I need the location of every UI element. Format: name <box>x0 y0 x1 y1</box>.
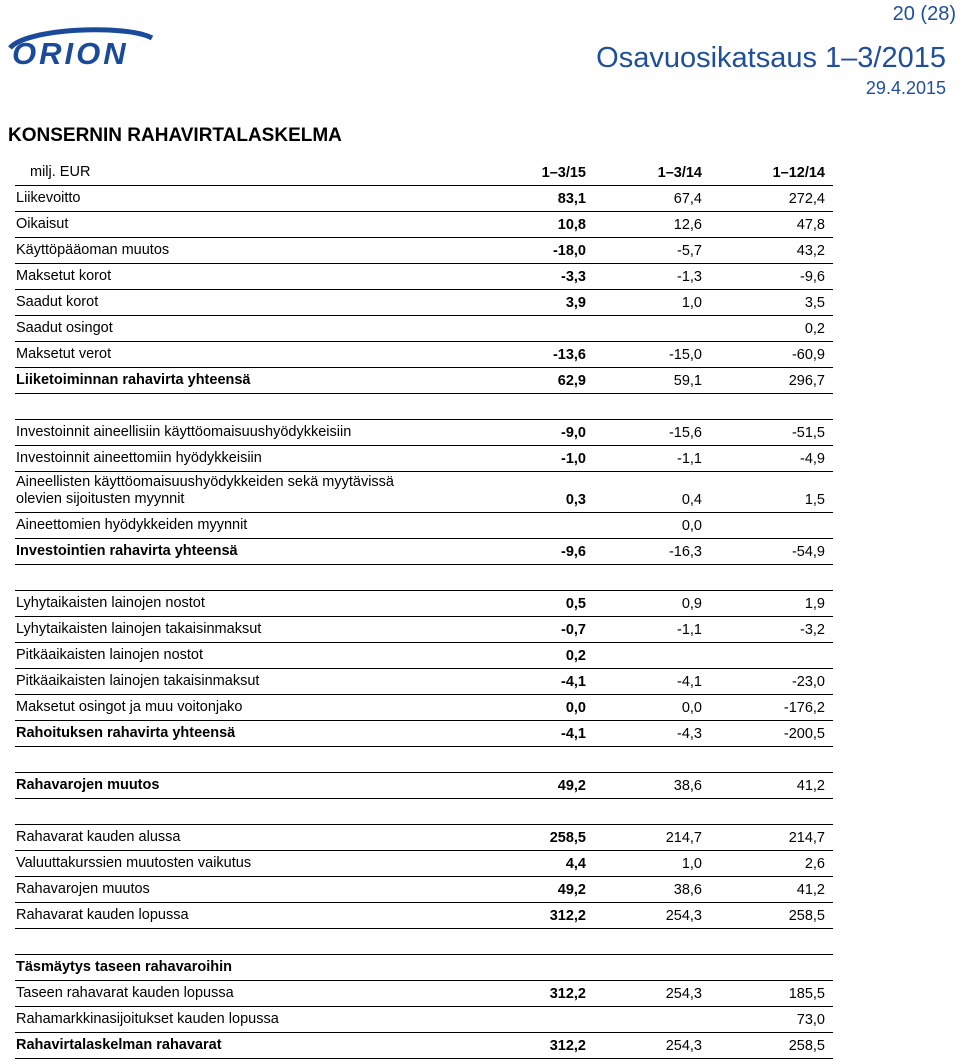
row-value-col-1: 10,8 <box>557 217 586 233</box>
table-row <box>15 721 833 747</box>
row-value-col-1: -4,1 <box>561 726 586 742</box>
row-value-col-2: -1,1 <box>677 622 702 638</box>
document-title: Osavuosikatsaus 1–3/2015 <box>596 42 946 74</box>
row-value-col-3: 214,7 <box>788 830 825 846</box>
row-value-col-1: 4,4 <box>565 856 586 872</box>
row-value-col-2: 1,0 <box>681 856 702 872</box>
row-value-col-2: -15,6 <box>668 425 702 441</box>
row-label: Valuuttakurssien muutosten vaikutus <box>16 855 252 871</box>
table-row <box>15 238 833 264</box>
row-value-col-3: 73,0 <box>796 1012 825 1028</box>
table-row <box>15 472 833 513</box>
row-value-col-3: 0,2 <box>804 321 825 337</box>
table-row <box>15 695 833 721</box>
row-value-col-3: -51,5 <box>791 425 825 441</box>
row-label: Rahavirtalaskelman rahavarat <box>16 1037 222 1053</box>
row-label: Käyttöpääoman muutos <box>16 242 170 258</box>
row-value-col-3: 185,5 <box>788 986 825 1002</box>
table-row <box>15 212 833 238</box>
row-value-col-3: -176,2 <box>783 700 825 716</box>
row-label: Maksetut osingot ja muu voitonjako <box>16 699 243 715</box>
row-value-col-2: 0,0 <box>681 518 702 534</box>
row-label: Rahamarkkinasijoitukset kauden lopussa <box>16 1011 279 1027</box>
row-label: Aineettomien hyödykkeiden myynnit <box>16 517 248 533</box>
row-label: Aineellisten käyttöomaisuushyödykkeiden sekä myytävissä olevien sijoitusten myynnit <box>16 474 394 507</box>
row-value-col-3: 258,5 <box>788 1038 825 1054</box>
row-value-col-1: -1,0 <box>561 451 586 467</box>
row-label: Saadut korot <box>16 294 99 310</box>
table-row <box>15 591 833 617</box>
row-label: Rahavarojen muutos <box>16 777 160 793</box>
row-value-col-1: 0,5 <box>565 596 586 612</box>
row-label: Investointien rahavirta yhteensä <box>16 543 238 559</box>
table-row <box>15 539 833 565</box>
row-label: Saadut osingot <box>16 320 113 336</box>
row-label: Täsmäytys taseen rahavaroihin <box>16 959 232 975</box>
table-row <box>15 773 833 799</box>
row-value-col-2: 254,3 <box>665 986 702 1002</box>
row-value-col-1: 83,1 <box>557 191 586 207</box>
table-row <box>15 643 833 669</box>
row-value-col-1: 0,2 <box>565 648 586 664</box>
row-value-col-2: 1,0 <box>681 295 702 311</box>
row-value-col-1: -13,6 <box>552 347 586 363</box>
row-value-col-1: -3,3 <box>561 269 586 285</box>
row-value-col-2: 254,3 <box>665 1038 702 1054</box>
section-heading: KONSERNIN RAHAVIRTALASKELMA <box>8 125 342 146</box>
table-row <box>15 264 833 290</box>
row-value-col-2: 0,4 <box>681 492 702 508</box>
table-row <box>15 825 833 851</box>
table-row <box>15 565 833 591</box>
logo-wordmark: ORION <box>12 36 129 71</box>
header-col-3: 1–12/14 <box>772 165 825 181</box>
table-row <box>15 851 833 877</box>
table-row <box>15 342 833 368</box>
row-value-col-2: 0,0 <box>681 700 702 716</box>
page-number: 20 (28) <box>892 3 956 25</box>
row-value-col-3: -23,0 <box>791 674 825 690</box>
table-row <box>15 368 833 394</box>
row-label: Liikevoitto <box>16 190 81 206</box>
cash-flow-table <box>15 160 833 1059</box>
row-value-col-1: 49,2 <box>557 882 586 898</box>
row-value-col-3: 41,2 <box>796 882 825 898</box>
row-value-col-2: -5,7 <box>677 243 702 259</box>
table-row <box>15 929 833 955</box>
row-value-col-1: -9,6 <box>561 544 586 560</box>
row-label: Maksetut verot <box>16 346 112 362</box>
row-value-col-2: 214,7 <box>665 830 702 846</box>
table-row <box>15 513 833 539</box>
header-col-2: 1–3/14 <box>657 165 702 181</box>
table-row <box>15 394 833 420</box>
row-label: Pitkäaikaisten lainojen nostot <box>16 647 204 663</box>
table-row <box>15 981 833 1007</box>
table-row <box>15 1007 833 1033</box>
row-label: Taseen rahavarat kauden lopussa <box>16 985 234 1001</box>
table-header-row <box>15 160 833 186</box>
table-row <box>15 316 833 342</box>
row-value-col-2: -16,3 <box>668 544 702 560</box>
table-row <box>15 617 833 643</box>
row-value-col-3: 296,7 <box>788 373 825 389</box>
row-value-col-2: -1,3 <box>677 269 702 285</box>
row-value-col-3: -54,9 <box>791 544 825 560</box>
row-value-col-1: 3,9 <box>565 295 586 311</box>
row-value-col-3: 43,2 <box>796 243 825 259</box>
table-row <box>15 799 833 825</box>
row-value-col-1: 312,2 <box>549 986 586 1002</box>
row-value-col-2: 254,3 <box>665 908 702 924</box>
row-value-col-2: 38,6 <box>673 778 702 794</box>
table-row <box>15 903 833 929</box>
row-label: Pitkäaikaisten lainojen takaisinmaksut <box>16 673 260 689</box>
row-value-col-3: 47,8 <box>796 217 825 233</box>
row-value-col-2: -4,1 <box>677 674 702 690</box>
row-value-col-1: 49,2 <box>557 778 586 794</box>
row-value-col-1: 62,9 <box>557 373 586 389</box>
row-label: Liiketoiminnan rahavirta yhteensä <box>16 372 251 388</box>
table-row <box>15 186 833 212</box>
row-label: Maksetut korot <box>16 268 112 284</box>
row-value-col-1: 0,0 <box>565 700 586 716</box>
table-row <box>15 1033 833 1059</box>
table-row <box>15 290 833 316</box>
row-value-col-3: 1,5 <box>804 492 825 508</box>
row-label: Rahoituksen rahavirta yhteensä <box>16 725 236 741</box>
row-value-col-1: -9,0 <box>561 425 586 441</box>
row-value-col-3: -9,6 <box>800 269 825 285</box>
orion-logo <box>6 26 160 74</box>
row-value-col-1: 0,3 <box>565 492 586 508</box>
table-row <box>15 420 833 446</box>
row-value-col-3: 3,5 <box>804 295 825 311</box>
row-value-col-1: -18,0 <box>552 243 586 259</box>
row-value-col-3: 41,2 <box>796 778 825 794</box>
row-value-col-3: -4,9 <box>800 451 825 467</box>
table-row <box>15 955 833 981</box>
row-value-col-3: -60,9 <box>791 347 825 363</box>
row-value-col-2: -1,1 <box>677 451 702 467</box>
table-row <box>15 877 833 903</box>
row-label: Rahavarojen muutos <box>16 881 150 897</box>
row-label: Oikaisut <box>16 216 69 232</box>
header-col-1: 1–3/15 <box>541 165 586 181</box>
row-label: Lyhytaikaisten lainojen takaisinmaksut <box>16 621 262 637</box>
row-value-col-3: 258,5 <box>788 908 825 924</box>
row-value-col-3: 2,6 <box>804 856 825 872</box>
row-value-col-1: 312,2 <box>549 1038 586 1054</box>
row-value-col-2: -4,3 <box>677 726 702 742</box>
row-label: Investoinnit aineettomiin hyödykkeisiin <box>16 450 262 466</box>
table-row <box>15 446 833 472</box>
row-value-col-1: -0,7 <box>561 622 586 638</box>
row-label: Lyhytaikaisten lainojen nostot <box>16 595 205 611</box>
row-value-col-3: -3,2 <box>800 622 825 638</box>
row-value-col-1: 258,5 <box>549 830 586 846</box>
header-unit: milj. EUR <box>30 164 91 180</box>
row-label: Investoinnit aineellisiin käyttöomaisuushyödykkeisiin <box>16 424 352 440</box>
row-label: Rahavarat kauden lopussa <box>16 907 189 923</box>
row-label: Rahavarat kauden alussa <box>16 829 181 845</box>
row-value-col-2: 12,6 <box>673 217 702 233</box>
table-row <box>15 669 833 695</box>
row-value-col-2: 0,9 <box>681 596 702 612</box>
row-value-col-3: 1,9 <box>804 596 825 612</box>
row-value-col-2: 59,1 <box>673 373 702 389</box>
row-value-col-2: 67,4 <box>673 191 702 207</box>
row-value-col-2: -15,0 <box>668 347 702 363</box>
row-value-col-1: 312,2 <box>549 908 586 924</box>
row-value-col-2: 38,6 <box>673 882 702 898</box>
row-value-col-1: -4,1 <box>561 674 586 690</box>
row-value-col-3: 272,4 <box>788 191 825 207</box>
row-value-col-3: -200,5 <box>783 726 825 742</box>
document-date: 29.4.2015 <box>865 78 946 98</box>
table-row <box>15 747 833 773</box>
